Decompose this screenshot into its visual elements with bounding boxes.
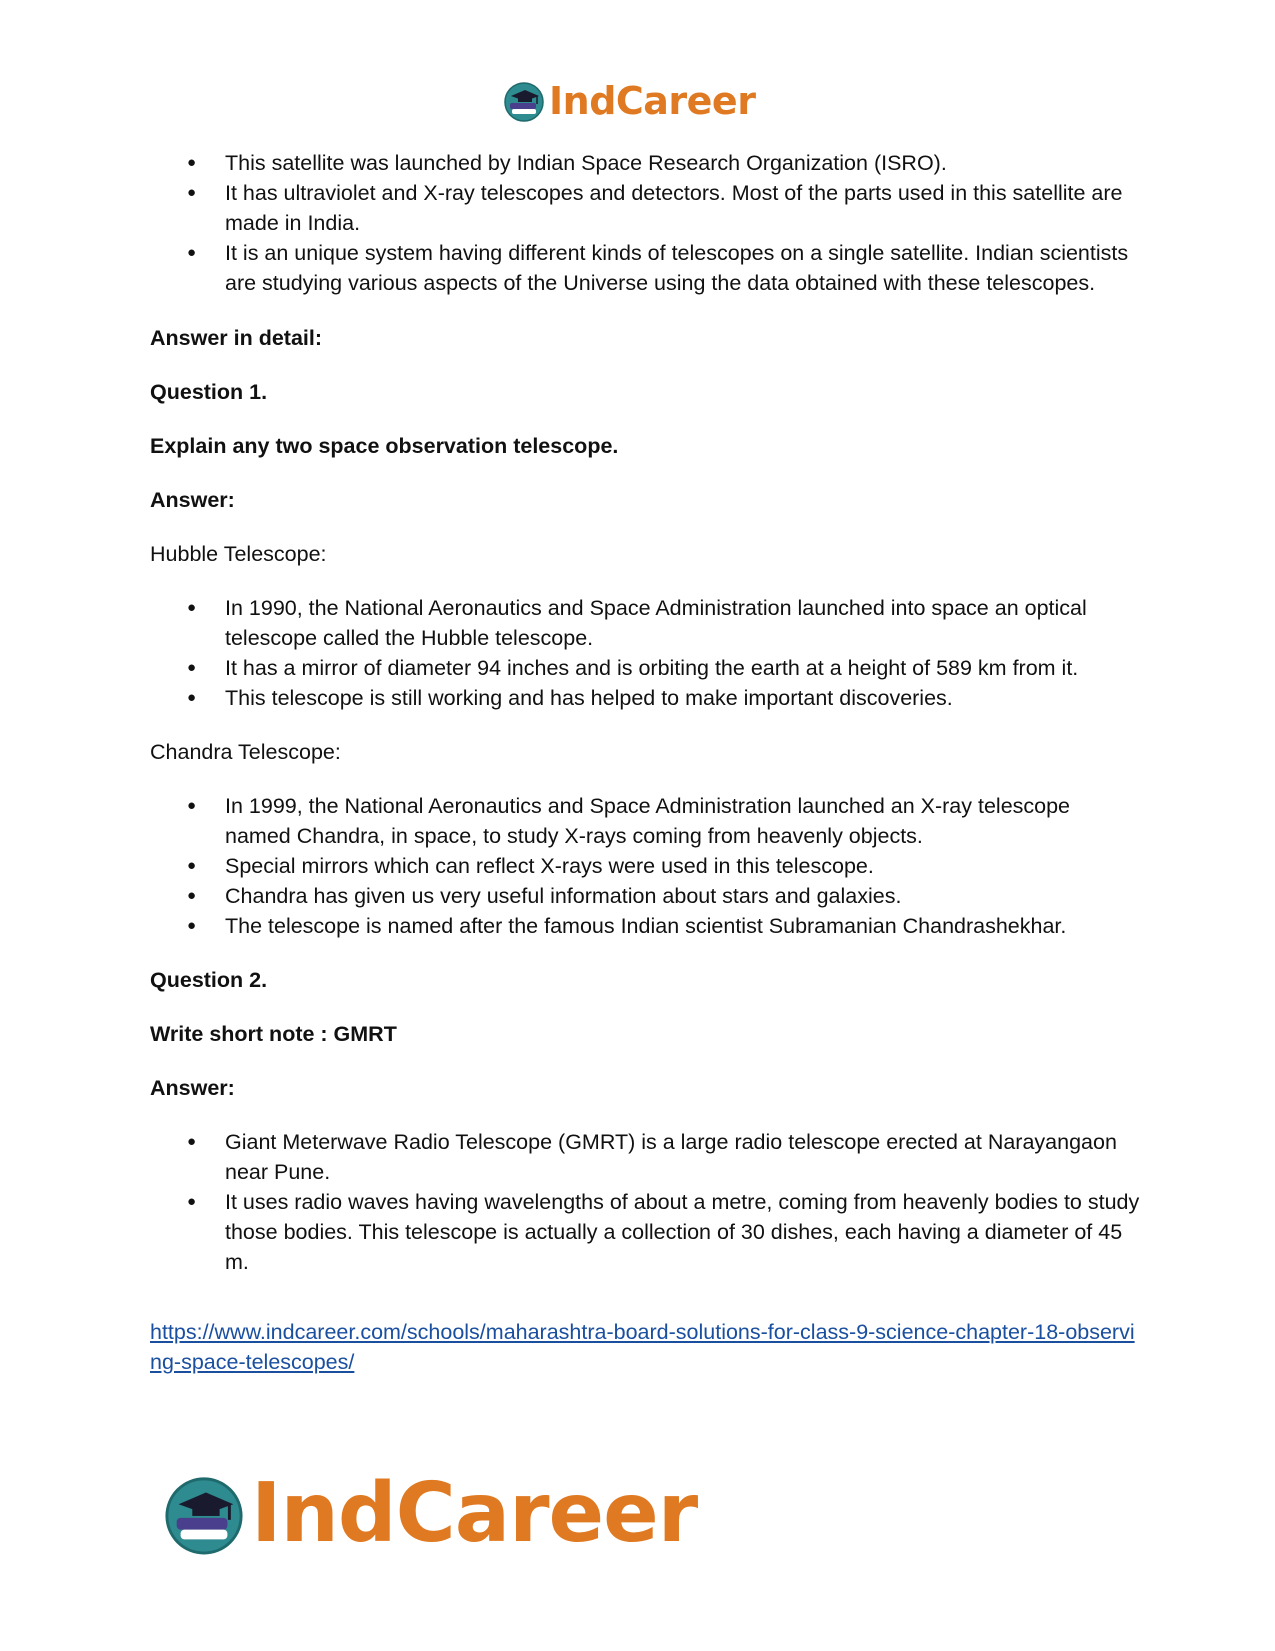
- list-item: ● Giant Meterwave Radio Telescope (GMRT) is a large radio telescope erected at Narayangaon near Pune.: [150, 1127, 1140, 1187]
- logo-emblem-icon: [503, 80, 545, 122]
- list-item: ● In 1990, the National Aeronautics and Space Administration launched into space an optical telescope called the Hubble telescope.: [150, 593, 1140, 653]
- hubble-list: [150, 593, 1140, 713]
- list-item: ● It is an unique system having different kinds of telescopes on a single satellite. Indian scientists are studying various aspects of the Universe using the data obtained with these telescopes.: [150, 238, 1140, 298]
- list-item: ● Special mirrors which can reflect X-rays were used in this telescope.: [150, 851, 1140, 881]
- footer-logo: [163, 1466, 698, 1561]
- intro-list: [150, 148, 1140, 298]
- list-item: ● This telescope is still working and has helped to make important discoveries.: [150, 683, 1140, 713]
- list-item: ● The telescope is named after the famous Indian scientist Subramanian Chandrashekhar.: [150, 911, 1140, 941]
- logo-text: IndCareer: [549, 79, 756, 123]
- source-link[interactable]: https://www.indcareer.com/schools/maharashtra-board-solutions-for-class-9-science-chapter-18-observing-space-telescopes/: [150, 1320, 1135, 1374]
- answer-1-label: Answer:: [150, 488, 235, 512]
- question-2-text: Write short note : GMRT: [150, 1022, 397, 1046]
- question-1-text: Explain any two space observation telescope.: [150, 434, 619, 458]
- list-item: ● It uses radio waves having wavelengths of about a metre, coming from heavenly bodies to study those bodies. This telescope is actually a collection of 30 dishes, each having a diameter of 45 m.: [150, 1187, 1140, 1277]
- question-2-label: Question 2.: [150, 968, 268, 992]
- chandra-list: [150, 791, 1140, 941]
- chandra-title: Chandra Telescope:: [150, 740, 341, 764]
- answer-2-label: Answer:: [150, 1076, 235, 1100]
- logo-emblem-icon: [163, 1473, 245, 1555]
- section-heading: Answer in detail:: [150, 326, 323, 350]
- header-logo: [503, 80, 755, 122]
- hubble-title: Hubble Telescope:: [150, 542, 327, 566]
- list-item: ● It has a mirror of diameter 94 inches and is orbiting the earth at a height of 589 km from it.: [150, 653, 1140, 683]
- list-item: ● Chandra has given us very useful information about stars and galaxies.: [150, 881, 1140, 911]
- list-item: ● It has ultraviolet and X-ray telescopes and detectors. Most of the parts used in this satellite are made in India.: [150, 178, 1140, 238]
- logo-text: IndCareer: [251, 1466, 698, 1561]
- question-1-label: Question 1.: [150, 380, 268, 404]
- document-body: [150, 148, 1140, 1377]
- list-item: ● In 1999, the National Aeronautics and Space Administration launched an X-ray telescope named Chandra, in space, to study X-rays coming from heavenly objects.: [150, 791, 1140, 851]
- list-item: ● This satellite was launched by Indian Space Research Organization (ISRO).: [150, 148, 1140, 178]
- gmrt-list: [150, 1127, 1140, 1277]
